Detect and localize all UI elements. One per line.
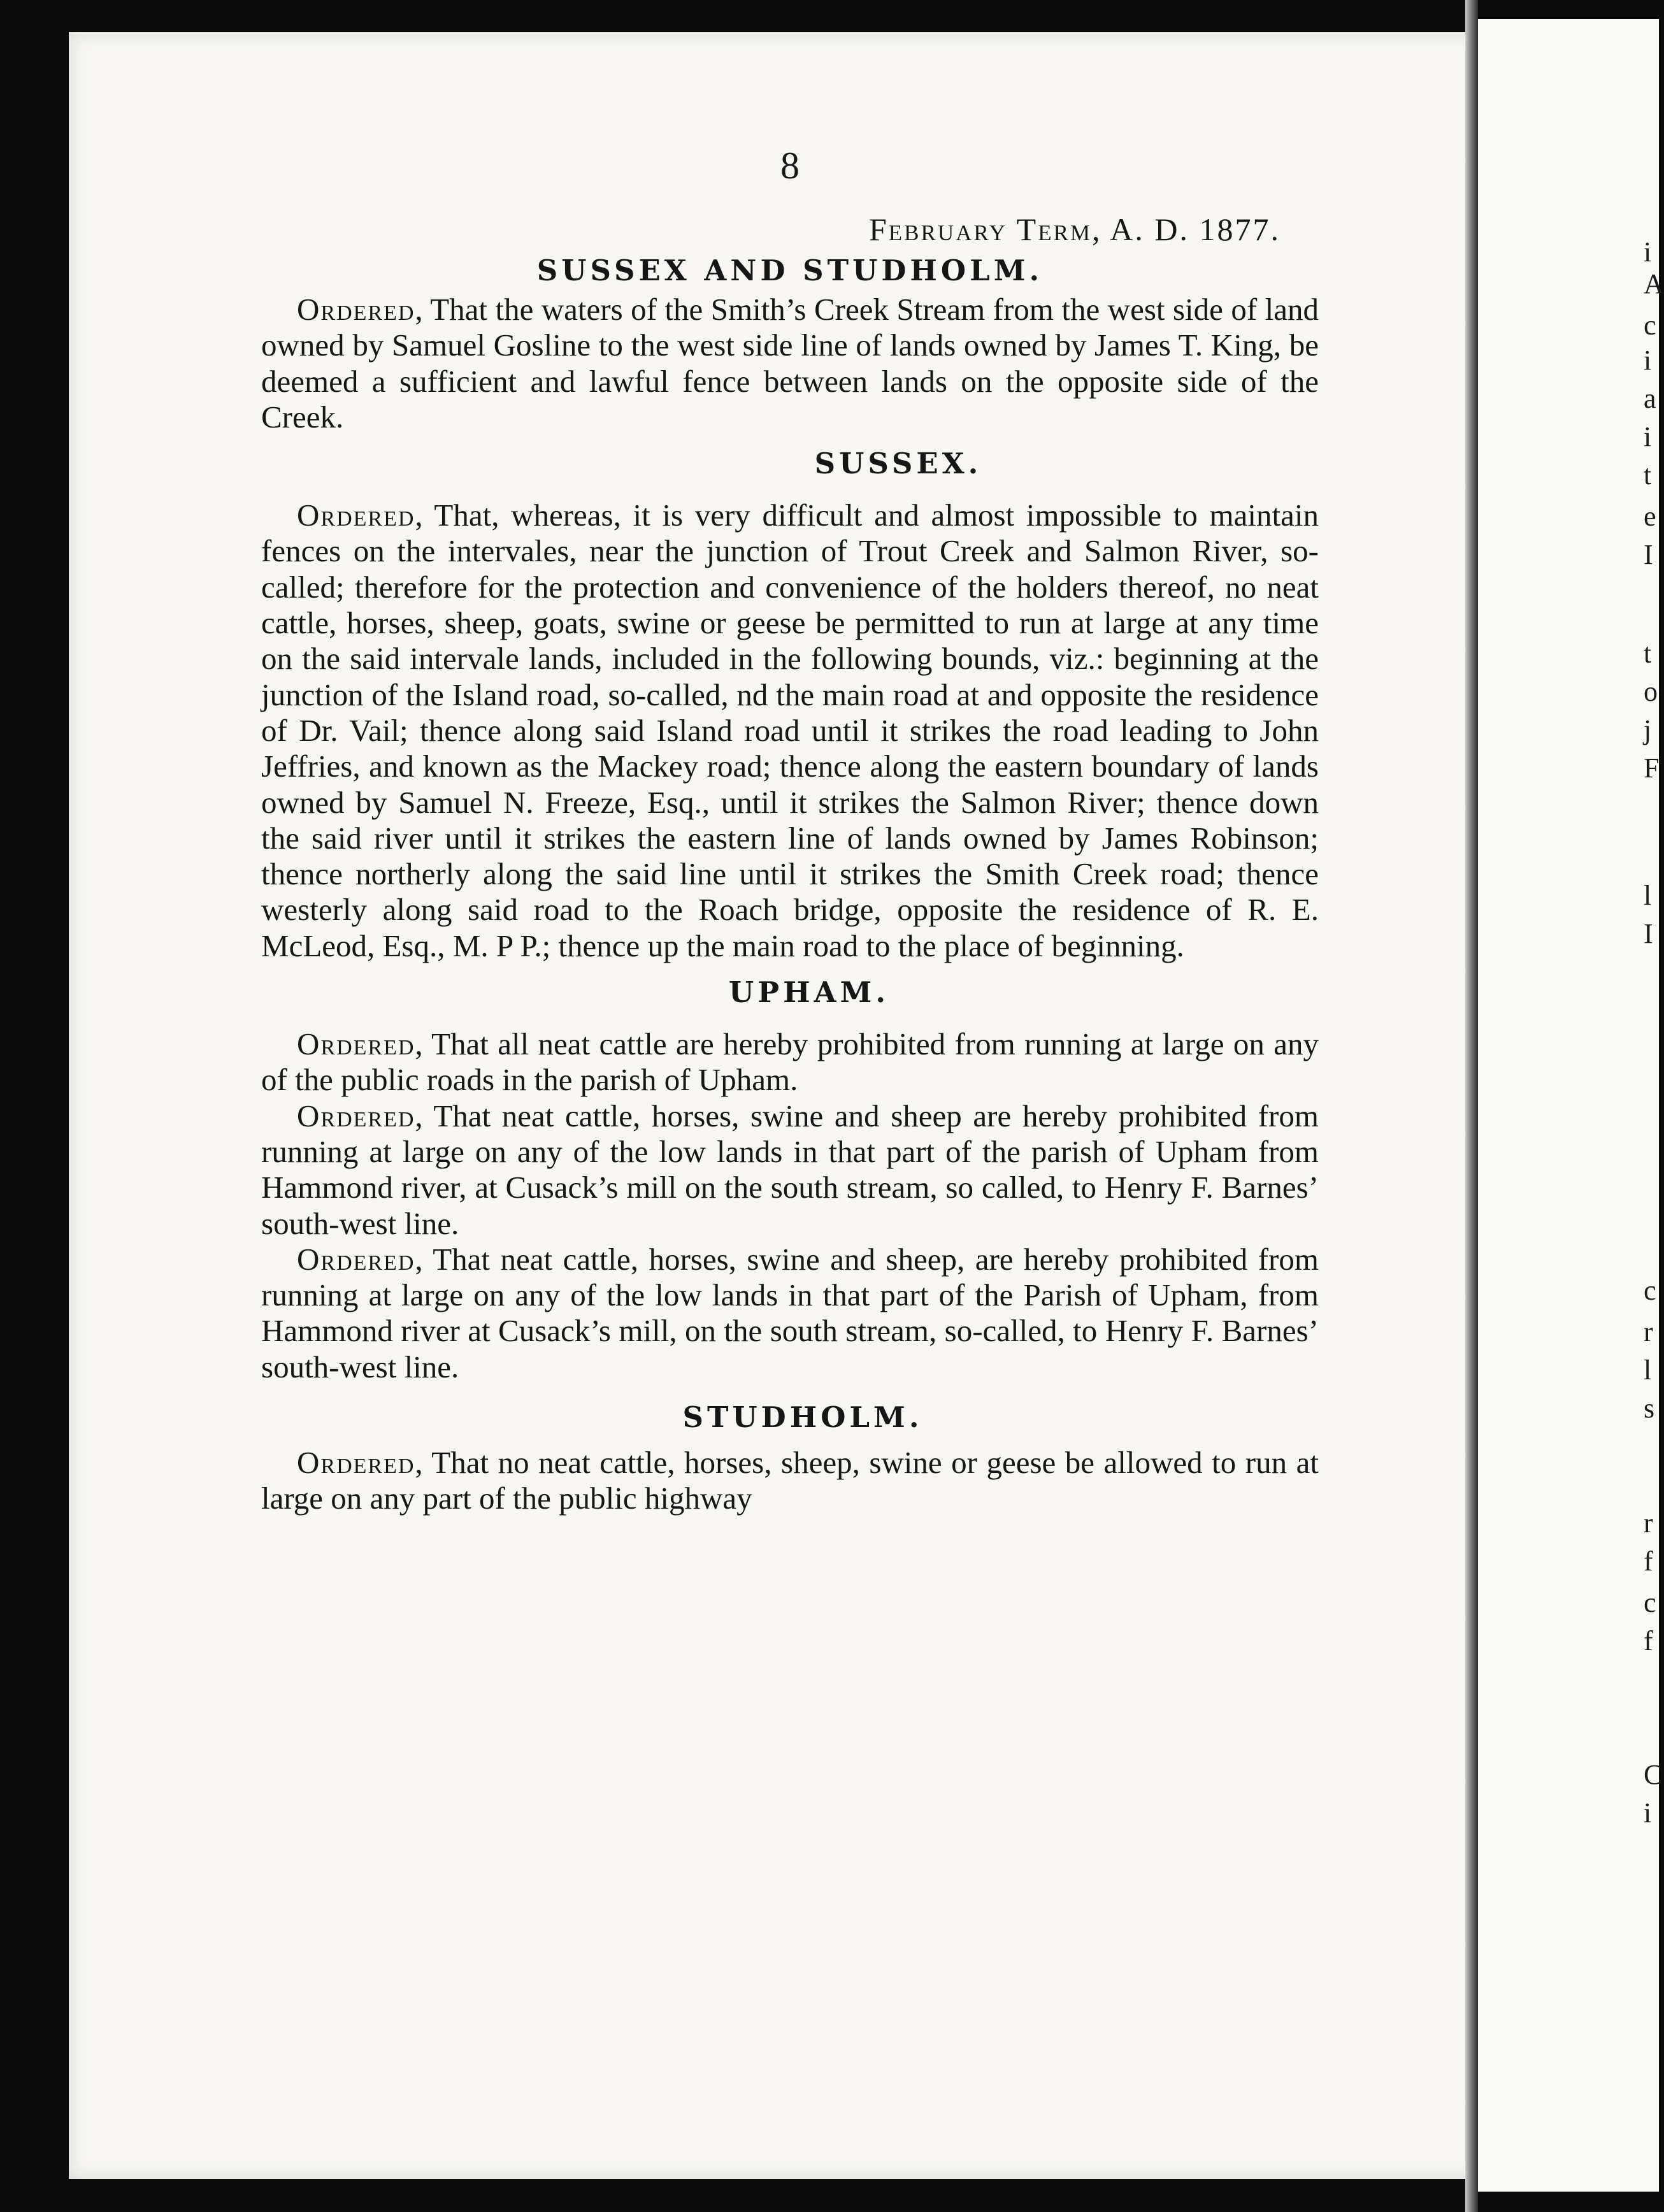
order-paragraph bbox=[261, 1026, 1319, 1098]
order-text: , That, whereas, it is very difficult and almost impossible to maintain fences on the intervales, near the junction of Trout Creek and Salmon River, so-called; therefore for the protection and convenience of the holders thereof, no neat cattle, horses, sheep, goats, swine or geese be permitted to run at large at any time on the said intervale lands, included in the following bounds, viz.: beginning at the junction of the Island road, so-called, nd the main road at and opposite the residence of Dr. Vail; thence along said Island road until it strikes the road leading to John Jeffries, and known as the Mackey road; thence along the eastern boundary of lands owned by Samuel N. Freeze, Esq., until it strikes the Salmon River; thence down the said river until it strikes the eastern line of lands owned by James Robinson; thence northerly along the said line until it strikes the Smith Creek road; thence westerly along said road to the Roach bridge, opposite the residence of R. E. McLeod, Esq., M. P P.; thence up the main road to the place of beginning. bbox=[261, 498, 1319, 963]
facing-letter: i bbox=[1644, 345, 1652, 376]
ordered-lead: Ordered bbox=[297, 1241, 415, 1277]
facing-letter: I bbox=[1644, 918, 1653, 949]
order-text: , That no neat cattle, horses, sheep, swine or geese be allowed to run at large on any part of the public highway bbox=[261, 1445, 1319, 1516]
order-text: , That neat cattle, horses, swine and sheep are hereby prohibited from running at large on any of the low lands in that part of the parish of Upham from Hammond river, at Cusack’s mill on the south stream, so called, to Henry F. Barnes’ south-west line. bbox=[261, 1098, 1319, 1241]
ordered-lead: Ordered bbox=[297, 498, 415, 533]
facing-letter: e bbox=[1644, 501, 1656, 532]
facing-letter: i bbox=[1644, 421, 1652, 452]
facing-letter: l bbox=[1644, 880, 1652, 911]
facing-letter: i bbox=[1644, 236, 1652, 268]
facing-letter: s bbox=[1644, 1393, 1655, 1424]
facing-letter: t bbox=[1644, 638, 1652, 669]
order-paragraph bbox=[261, 1445, 1319, 1517]
facing-letter: c bbox=[1644, 310, 1656, 341]
facing-letter: I bbox=[1644, 539, 1653, 570]
facing-letter: t bbox=[1644, 459, 1652, 491]
facing-letter: j bbox=[1644, 714, 1652, 745]
section-heading: UPHAM. bbox=[729, 975, 889, 1010]
facing-letter: o bbox=[1644, 676, 1658, 707]
facing-letter: c bbox=[1644, 1275, 1656, 1306]
facing-letter: r bbox=[1644, 1316, 1653, 1347]
facing-letter: F bbox=[1644, 752, 1660, 784]
section-heading: STUDHOLM. bbox=[682, 1400, 923, 1435]
facing-letter: C bbox=[1644, 1759, 1663, 1790]
order-paragraph bbox=[261, 292, 1319, 435]
facing-letter: i bbox=[1644, 1797, 1652, 1828]
facing-letter: l bbox=[1644, 1354, 1652, 1386]
section-heading: SUSSEX AND STUDHOLM. bbox=[536, 254, 1044, 287]
order-text: , That neat cattle, horses, swine and sheep, are hereby prohibited from running at large on any of the low lands in that part of the Parish of Upham, from Hammond river at Cusack’s mill, on the south stream, so-called, to Henry F. Barnes’ south-west line. bbox=[261, 1241, 1319, 1384]
facing-letter: A bbox=[1644, 268, 1664, 299]
ordered-lead: Ordered bbox=[297, 1098, 415, 1133]
section-heading: SUSSEX. bbox=[814, 447, 982, 481]
facing-page-edge bbox=[1478, 19, 1659, 2192]
order-paragraph bbox=[261, 1098, 1319, 1242]
ordered-lead: Ordered bbox=[297, 1026, 415, 1062]
ordered-lead: Ordered bbox=[297, 292, 415, 327]
order-paragraph bbox=[261, 498, 1319, 964]
facing-letter: f bbox=[1644, 1625, 1653, 1656]
facing-letter: f bbox=[1644, 1546, 1653, 1577]
page-number: 8 bbox=[780, 145, 800, 187]
facing-letter: r bbox=[1644, 1507, 1653, 1539]
ordered-lead: Ordered bbox=[297, 1445, 415, 1481]
order-text: , That all neat cattle are hereby prohibited from running at large on any of the public roads in the parish of Upham. bbox=[261, 1026, 1319, 1098]
term-heading: February Term, A. D. 1877. bbox=[868, 212, 1280, 247]
order-paragraph bbox=[261, 1242, 1319, 1385]
facing-letter: a bbox=[1644, 383, 1656, 414]
page-content bbox=[261, 140, 1319, 1517]
facing-letter: c bbox=[1644, 1587, 1656, 1618]
book-gutter bbox=[1465, 0, 1478, 2212]
order-text: , That the waters of the Smith’s Creek Stream from the west side of land owned by Samuel Gosline to the west side line of lands owned by James T. King, be deemed a sufficient and lawful fence between lands on the opposite side of the Creek. bbox=[261, 292, 1319, 434]
